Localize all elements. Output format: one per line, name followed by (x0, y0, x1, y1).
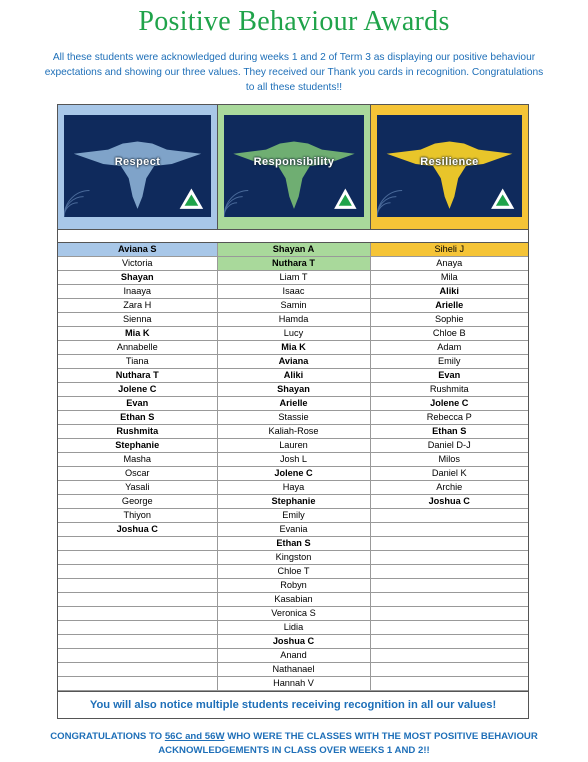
respect-name-cell: Masha (58, 453, 217, 467)
table-row (58, 523, 528, 537)
respect-header (58, 105, 217, 229)
table-row (58, 327, 528, 341)
table-row (58, 453, 528, 467)
resilience-name-cell (370, 649, 528, 663)
table-row (58, 593, 528, 607)
respect-name-cell: Annabelle (58, 341, 217, 355)
responsibility-name-cell: Nathanael (217, 663, 370, 677)
responsibility-header (217, 105, 370, 229)
respect-name-cell: Evan (58, 397, 217, 411)
table-row (58, 565, 528, 579)
table-row (58, 313, 528, 327)
table-row (58, 299, 528, 313)
table-row (58, 271, 528, 285)
resilience-name-cell: Archie (370, 481, 528, 495)
table-row (58, 257, 528, 271)
resilience-name-cell: Siheli J (370, 243, 528, 257)
responsibility-name-cell: Lidia (217, 621, 370, 635)
table-row (58, 285, 528, 299)
respect-name-cell: Nuthara T (58, 369, 217, 383)
responsibility-name-cell: Mia K (217, 341, 370, 355)
respect-name-cell (58, 649, 217, 663)
responsibility-name-cell: Arielle (217, 397, 370, 411)
resilience-name-cell (370, 677, 528, 691)
resilience-name-cell (370, 509, 528, 523)
responsibility-name-cell: Isaac (217, 285, 370, 299)
responsibility-name-cell: Josh L (217, 453, 370, 467)
resilience-name-cell: Anaya (370, 257, 528, 271)
responsibility-name-cell: Hamda (217, 313, 370, 327)
responsibility-name-cell: Aliki (217, 369, 370, 383)
table-row (58, 663, 528, 677)
resilience-name-cell: Chloe B (370, 327, 528, 341)
table-row (58, 369, 528, 383)
table-row (58, 481, 528, 495)
responsibility-name-cell: Shayan (217, 383, 370, 397)
table-row (58, 383, 528, 397)
responsibility-name-cell: Veronica S (217, 607, 370, 621)
respect-name-cell: Yasali (58, 481, 217, 495)
responsibility-name-cell: Evania (217, 523, 370, 537)
respect-name-cell: Oscar (58, 467, 217, 481)
resilience-name-cell: Ethan S (370, 425, 528, 439)
responsibility-name-cell: Ethan S (217, 537, 370, 551)
respect-name-cell (58, 621, 217, 635)
responsibility-name-cell: Aviana (217, 355, 370, 369)
table-row (58, 467, 528, 481)
respect-name-cell: Rushmita (58, 425, 217, 439)
resilience-value-picture (377, 115, 522, 217)
table-row (58, 243, 528, 257)
responsibility-name-cell: Chloe T (217, 565, 370, 579)
respect-label: Respect (114, 155, 161, 168)
resilience-name-cell: Rebecca P (370, 411, 528, 425)
responsibility-name-cell: Kingston (217, 551, 370, 565)
resilience-name-cell: Jolene C (370, 397, 528, 411)
respect-name-cell (58, 635, 217, 649)
respect-name-cell (58, 607, 217, 621)
responsibility-name-cell: Kaliah-Rose (217, 425, 370, 439)
resilience-name-cell (370, 635, 528, 649)
table-row (58, 341, 528, 355)
responsibility-name-cell: Stephanie (217, 495, 370, 509)
resilience-name-cell (370, 523, 528, 537)
respect-name-cell (58, 551, 217, 565)
header-gap (58, 230, 528, 243)
values-header (58, 105, 528, 230)
respect-value-picture (64, 115, 211, 217)
table-row (58, 439, 528, 453)
respect-name-cell: Zara H (58, 299, 217, 313)
table-row (58, 607, 528, 621)
respect-name-cell: Thiyon (58, 509, 217, 523)
congratulations-banner (30, 730, 558, 758)
resilience-name-cell (370, 551, 528, 565)
resilience-name-cell: Emily (370, 355, 528, 369)
responsibility-name-cell: Samin (217, 299, 370, 313)
respect-name-cell: Aviana S (58, 243, 217, 257)
resilience-name-cell: Arielle (370, 299, 528, 313)
responsibility-name-cell: Kasabian (217, 593, 370, 607)
resilience-name-cell: Milos (370, 453, 528, 467)
respect-name-cell: George (58, 495, 217, 509)
responsibility-name-cell: Lauren (217, 439, 370, 453)
respect-name-cell (58, 565, 217, 579)
resilience-name-cell (370, 663, 528, 677)
resilience-name-cell (370, 607, 528, 621)
respect-name-cell: Jolene C (58, 383, 217, 397)
table-row (58, 579, 528, 593)
responsibility-name-cell: Robyn (217, 579, 370, 593)
table-row (58, 509, 528, 523)
responsibility-value-picture (224, 115, 364, 217)
page-title: Positive Behaviour Awards (138, 6, 450, 37)
intro-text: All these students were acknowledged during weeks 1 and 2 of Term 3 as displaying our positive behaviour expectations and showing our three values. They received our Thank you cards in recognition. Congratulations to all these students!! (44, 52, 544, 93)
congrats-text-start: CONGRATULATIONS TO (50, 731, 165, 742)
responsibility-name-cell: Nuthara T (217, 257, 370, 271)
respect-name-cell: Victoria (58, 257, 217, 271)
responsibility-name-cell: Emily (217, 509, 370, 523)
resilience-name-cell: Mila (370, 271, 528, 285)
responsibility-name-cell: Lucy (217, 327, 370, 341)
resilience-header (370, 105, 528, 229)
responsibility-label: Responsibility (253, 155, 335, 168)
awards-board (57, 104, 529, 719)
winning-classes: 56C and 56W (164, 731, 225, 742)
resilience-name-cell: Adam (370, 341, 528, 355)
congrats-text-end: WHO WERE THE CLASSES WITH THE MOST POSITIVE BEHAVIOUR ACKNOWLEDGEMENTS IN CLASS OVER WEEKS 1 AND 2!! (158, 731, 538, 756)
respect-name-cell: Shayan (58, 271, 217, 285)
resilience-name-cell (370, 565, 528, 579)
resilience-name-cell: Daniel D-J (370, 439, 528, 453)
responsibility-name-cell: Haya (217, 481, 370, 495)
footer-note: You will also notice multiple students receiving recognition in all our values! (58, 691, 528, 718)
responsibility-name-cell: Anand (217, 649, 370, 663)
resilience-name-cell: Evan (370, 369, 528, 383)
respect-name-cell (58, 579, 217, 593)
respect-name-cell: Inaaya (58, 285, 217, 299)
respect-name-cell: Ethan S (58, 411, 217, 425)
responsibility-name-cell: Stassie (217, 411, 370, 425)
table-row (58, 355, 528, 369)
table-row (58, 649, 528, 663)
resilience-name-cell (370, 621, 528, 635)
resilience-name-cell: Daniel K (370, 467, 528, 481)
table-row (58, 397, 528, 411)
table-row (58, 621, 528, 635)
resilience-label: Resilience (420, 155, 479, 168)
table-row (58, 425, 528, 439)
resilience-name-cell: Rushmita (370, 383, 528, 397)
resilience-name-cell: Joshua C (370, 495, 528, 509)
responsibility-name-cell: Shayan A (217, 243, 370, 257)
respect-name-cell (58, 593, 217, 607)
resilience-name-cell: Sophie (370, 313, 528, 327)
respect-name-cell (58, 677, 217, 691)
table-row (58, 677, 528, 691)
responsibility-name-cell: Hannah V (217, 677, 370, 691)
respect-name-cell: Tiana (58, 355, 217, 369)
table-row (58, 411, 528, 425)
responsibility-name-cell: Jolene C (217, 467, 370, 481)
respect-name-cell (58, 663, 217, 677)
respect-name-cell: Sienna (58, 313, 217, 327)
table-row (58, 495, 528, 509)
resilience-name-cell (370, 579, 528, 593)
resilience-name-cell (370, 593, 528, 607)
respect-name-cell: Stephanie (58, 439, 217, 453)
respect-name-cell: Mia K (58, 327, 217, 341)
table-row (58, 537, 528, 551)
responsibility-name-cell: Joshua C (217, 635, 370, 649)
resilience-name-cell: Aliki (370, 285, 528, 299)
table-row (58, 551, 528, 565)
resilience-name-cell (370, 537, 528, 551)
names-table (58, 243, 528, 691)
respect-name-cell (58, 537, 217, 551)
respect-name-cell: Joshua C (58, 523, 217, 537)
table-row (58, 635, 528, 649)
responsibility-name-cell: Liam T (217, 271, 370, 285)
